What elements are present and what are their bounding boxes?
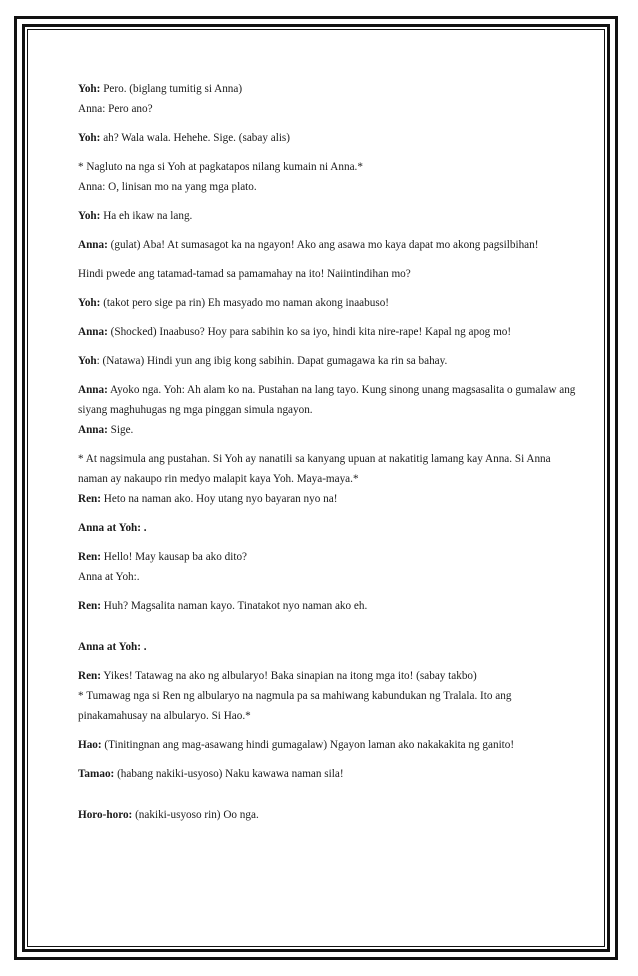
dialogue-text: Ha eh ikaw na lang. [100,210,193,222]
narration-line [78,157,578,197]
dialogue-line [78,596,578,616]
dialogue-text: (Shocked) Inaabuso? Hoy para sabihin ko sa iyo, hindi kita nire-rape! Kapal ng apog mo! [107,326,512,338]
dialogue-text: ah? Wala wala. Hehehe. Sige. (sabay alis) [100,132,291,144]
speaker-label: Yoh: [78,132,101,144]
speaker-label: Yoh [78,355,97,367]
dialogue-line [78,128,578,148]
dialogue-text: Anna: O, linisan mo na yang mga plato. [78,181,257,193]
dialogue-text: (takot pero sige pa rin) Eh masyado mo naman akong inaabuso! [100,297,390,309]
speaker-label: Ren: [78,551,101,563]
dialogue-line [78,79,578,119]
dialogue-text: : (Natawa) Hindi yun ang ibig kong sabihin. Dapat gumagawa ka rin sa bahay. [96,355,448,367]
dialogue-line [78,351,578,371]
dialogue-line [78,206,578,226]
speaker-label: Ren: [78,600,101,612]
dialogue-text: Pero. (biglang tumitig si Anna) [100,83,243,95]
dialogue-text: Sige. [107,424,134,436]
dialogue-line [78,322,578,342]
dialogue-text: Anna at Yoh:. [78,571,140,583]
speaker-label: Yoh: [78,297,101,309]
dialogue-text: * Nagluto na nga si Yoh at pagkatapos nilang kumain ni Anna.* [78,161,363,173]
dialogue-line [78,805,578,825]
dialogue-line [78,637,578,657]
speaker-label: Anna: [78,326,108,338]
dialogue-text: Ayoko nga. Yoh: Ah alam ko na. Pustahan na lang tayo. Kung sinong unang magsasalita o gumalaw ang siyang maghuhugas ng mga pinggan simula ngayon. [78,384,576,416]
speaker-label: Tamao: [78,768,115,780]
dialogue-line [78,380,578,440]
dialogue-line [78,264,578,284]
speaker-label: Horo-horo: [78,809,133,821]
dialogue-line [78,735,578,755]
speaker-label: Yoh: [78,210,101,222]
dialogue-text: (gulat) Aba! At sumasagot ka na ngayon! Ako ang asawa mo kaya dapat mo akong pagsilbihan! [107,239,539,251]
dialogue-text: * Tumawag nga si Ren ng albularyo na nagmula pa sa mahiwang kabundukan ng Tralala. Ito ang pinakamahusay na albularyo. Si Hao.* [78,690,512,722]
dialogue-text: (Tinitingnan ang mag-asawang hindi gumagalaw) Ngayon laman ako nakakakita ng ganito! [101,739,515,751]
dialogue-text: Yikes! Tatawag na ako ng albularyo! Baka sinapian na itong mga ito! (sabay takbo) [101,670,477,682]
dialogue-line [78,518,578,538]
script-body [78,79,578,825]
speaker-label: Yoh: [78,83,101,95]
dialogue-line [78,666,578,726]
dialogue-text: Hindi pwede ang tatamad-tamad sa pamamahay na ito! Naiintindihan mo? [78,268,411,280]
speaker-label: Anna at Yoh: . [78,641,147,653]
speaker-label: Hao: [78,739,102,751]
dialogue-text: Heto na naman ako. Hoy utang nyo bayaran nyo na! [101,493,338,505]
narration-line [78,449,578,509]
dialogue-line [78,293,578,313]
speaker-label: Anna: [78,424,108,436]
dialogue-line [78,235,578,255]
speaker-label: Anna at Yoh: . [78,522,147,534]
speaker-label: Ren: [78,493,101,505]
dialogue-text: Hello! May kausap ba ako dito? [101,551,248,563]
dialogue-text: (habang nakiki-usyoso) Naku kawawa naman sila! [114,768,344,780]
dialogue-line [78,547,578,587]
speaker-label: Anna: [78,239,108,251]
dialogue-text: Huh? Magsalita naman kayo. Tinatakot nyo naman ako eh. [101,600,368,612]
dialogue-text: (nakiki-usyoso rin) Oo nga. [132,809,259,821]
dialogue-text: Anna: Pero ano? [78,103,153,115]
speaker-label: Anna: [78,384,108,396]
dialogue-line [78,764,578,784]
speaker-label: Ren: [78,670,101,682]
dialogue-text: * At nagsimula ang pustahan. Si Yoh ay nanatili sa kanyang upuan at nakatitig lamang kay Anna. Si Anna naman ay nakaupo rin medyo malapit kaya Yoh. Maya-maya.* [78,453,551,485]
